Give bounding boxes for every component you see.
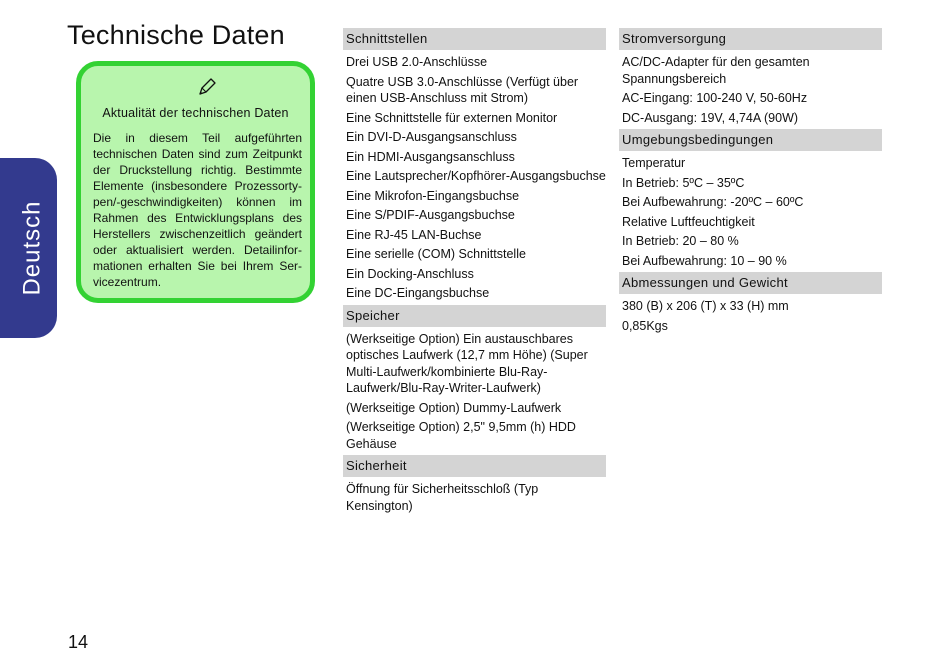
- spec-item: Temperatur: [622, 156, 686, 170]
- section-heading: Sicherheit: [343, 455, 606, 477]
- spec-item: Ein Docking-Anschluss: [346, 266, 474, 281]
- spec-item: Relative Luftfeuchtigkeit: [622, 214, 755, 229]
- spec-item: (Werkseitige Option) Dummy-Laufwerk: [346, 400, 562, 415]
- section-heading: Speicher: [343, 305, 606, 327]
- note-title: Aktualität der technischen Daten: [102, 106, 289, 120]
- side-tab-label: Deutsch: [18, 200, 46, 296]
- language-side-tab: [0, 158, 57, 338]
- spec-item: In Betrieb: 5ºC – 35ºC: [622, 175, 745, 190]
- spec-item: Ein HDMI-Ausgangsanschluss: [346, 149, 515, 164]
- spec-item: Eine Mikrofon-Eingangsbuchse: [346, 188, 520, 203]
- spec-item: Eine RJ-45 LAN-Buchse: [346, 227, 482, 242]
- page-number: 14: [68, 632, 89, 652]
- spec-item: Bei Aufbewahrung: 10 – 90 %: [622, 253, 787, 268]
- specs-column-right: [619, 28, 882, 337]
- specs-column-middle: [343, 28, 606, 517]
- section-heading: Abmessungen und Gewicht: [619, 272, 882, 294]
- page-title: Technische Daten: [67, 20, 285, 50]
- section-speicher: [343, 305, 606, 453]
- pencil-icon: [197, 77, 217, 97]
- section-schnittstellen: [343, 28, 606, 302]
- section-stromversorgung: [619, 28, 882, 126]
- section-sicherheit: [343, 455, 606, 514]
- spec-item: Eine Lautsprecher/Kopfhörer-Ausgangsbuchse: [346, 169, 606, 183]
- spec-item: Eine Schnittstelle für externen Monitor: [346, 110, 558, 125]
- spec-item: Drei USB 2.0-Anschlüsse: [346, 55, 488, 69]
- spec-item: Eine S/PDIF-Ausgangsbuchse: [346, 208, 515, 222]
- spec-item: DC-Ausgang: 19V, 4,74A (90W): [622, 110, 799, 125]
- spec-item: In Betrieb: 20 – 80 %: [622, 234, 739, 248]
- spec-item: (Werkseitige Option) 2,5" 9,5mm (h) HDD Gehäuse: [346, 420, 576, 451]
- section-heading: Stromversorgung: [619, 28, 882, 50]
- spec-item: Eine DC-Eingangsbuchse: [346, 286, 490, 300]
- note-box: [76, 61, 315, 303]
- note-text: Die in diesem Teil aufgeführten technischen Daten sind zum Zeitpunkt der Druckstellung richtig. Bestimmte Elemente (insbesondere Prozessorty-pen/-geschwindigkeiten) können im Rahmen des Entwicklungsplans des Herstellers zwischenzeitlich geändert oder aktualisiert werden. Detailinfor-mationen erhalten Sie bei Ihrem Ser-vicezentrum.: [93, 131, 302, 289]
- section-heading: Schnittstellen: [343, 28, 606, 50]
- spec-item: 0,85Kgs: [622, 318, 668, 333]
- spec-item: Öffnung für Sicherheitsschloß (Typ Kensington): [346, 482, 539, 513]
- spec-item: AC/DC-Adapter für den gesamten Spannungsbereich: [622, 55, 810, 86]
- section-umgebungsbedingungen: [619, 129, 882, 269]
- spec-item: Bei Aufbewahrung: -20ºC – 60ºC: [622, 195, 804, 209]
- section-heading: Umgebungsbedingungen: [619, 129, 882, 151]
- spec-item: AC-Eingang: 100-240 V, 50-60Hz: [622, 91, 808, 105]
- spec-item: (Werkseitige Option) Ein austauschbares optisches Laufwerk (12,7 mm Höhe) (Super Multi-Laufwerk/kombinierte Blu-Ray-Laufwerk/Blu-Ray-Writer-Laufwerk): [346, 331, 588, 395]
- spec-item: Ein DVI-D-Ausgangsanschluss: [346, 130, 517, 144]
- spec-item: Quatre USB 3.0-Anschlüsse (Verfügt über einen USB-Anschluss mit Strom): [346, 74, 579, 105]
- spec-item: 380 (B) x 206 (T) x 33 (H) mm: [622, 299, 789, 313]
- spec-item: Eine serielle (COM) Schnittstelle: [346, 247, 526, 261]
- section-abmessungen: [619, 272, 882, 334]
